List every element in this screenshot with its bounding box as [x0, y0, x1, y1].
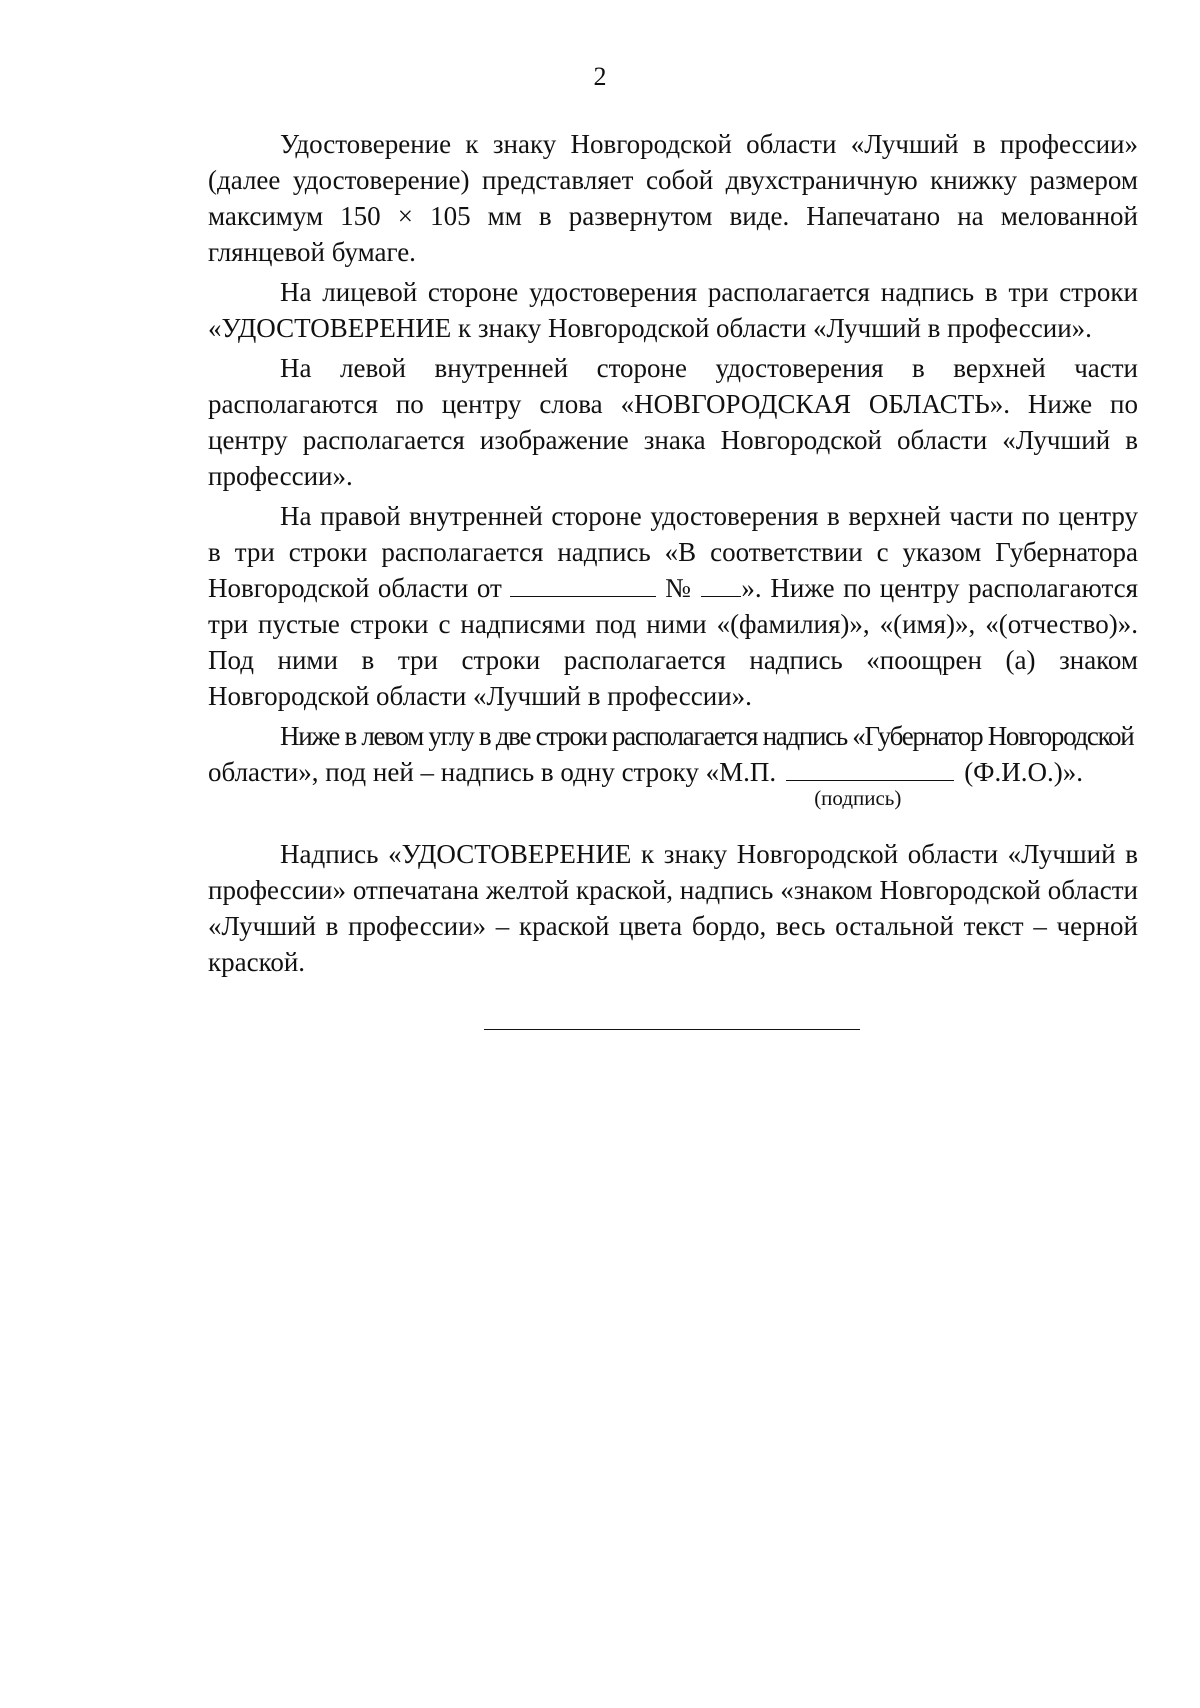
paragraph-certificate-description: Удостоверение к знаку Новгородской области «Лучший в профессии» (далее удостоверение) представляет собой двухстраничную книжку размером максимум 150 × 105 мм в развернутом виде. Напечатано на мелованной глянцевой бумаге.: [208, 129, 1138, 267]
signature-caption: (подпись): [814, 786, 902, 810]
right-side-text-part1: На правой внутренней стороне удостоверения в верхней части по центру в три строки располагается надпись «В соответствии с указом Губернатора Новгородской области от: [208, 501, 1138, 603]
paragraph-left-inner-side: На левой внутренней стороне удостоверения в верхней части располагаются по центру слова «НОВГОРОДСКАЯ ОБЛАСТЬ». Ниже по центру располагается изображение знака Новгородской области «Лучший в профессии».: [208, 353, 1138, 491]
document-body: [208, 126, 1138, 980]
right-side-text-part2: ». Ниже по центру располагаются три пустые строки с надписями под ними «(фамилия)», «(имя)», «(отчество)». Под ними в три строки располагается надпись «поощрен (а) знаком Новгородской области «Лучший в профессии».: [208, 573, 1139, 711]
decree-date-blank: [510, 574, 656, 597]
signature-row-prefix: области», под ней – надпись в одну строку «М.П.: [208, 757, 777, 787]
end-of-text-rule: [484, 1029, 860, 1030]
paragraph-governor-line1: Ниже в левом углу в две строки располагается надпись «Губернатор Новгородской: [280, 721, 1134, 751]
number-sign: №: [665, 573, 693, 603]
paragraph-right-inner-side: [208, 498, 1138, 714]
signature-blank: [786, 756, 954, 810]
page-number: 2: [593, 62, 607, 91]
decree-number-blank: [701, 574, 741, 597]
paragraph-front-side: На лицевой стороне удостоверения располагается надпись в три строки «УДОСТОВЕРЕНИЕ к знаку Новгородской области «Лучший в профессии».: [208, 277, 1138, 343]
paragraph-ink-colors: Надпись «УДОСТОВЕРЕНИЕ к знаку Новгородской области «Лучший в профессии» отпечатана желтой краской, надпись «знаком Новгородской области «Лучший в профессии» – краской цвета бордо, весь остальной текст – черной краской.: [208, 839, 1138, 977]
signature-row: [208, 754, 1138, 810]
signature-row-suffix: (Ф.И.О.)».: [964, 757, 1083, 787]
